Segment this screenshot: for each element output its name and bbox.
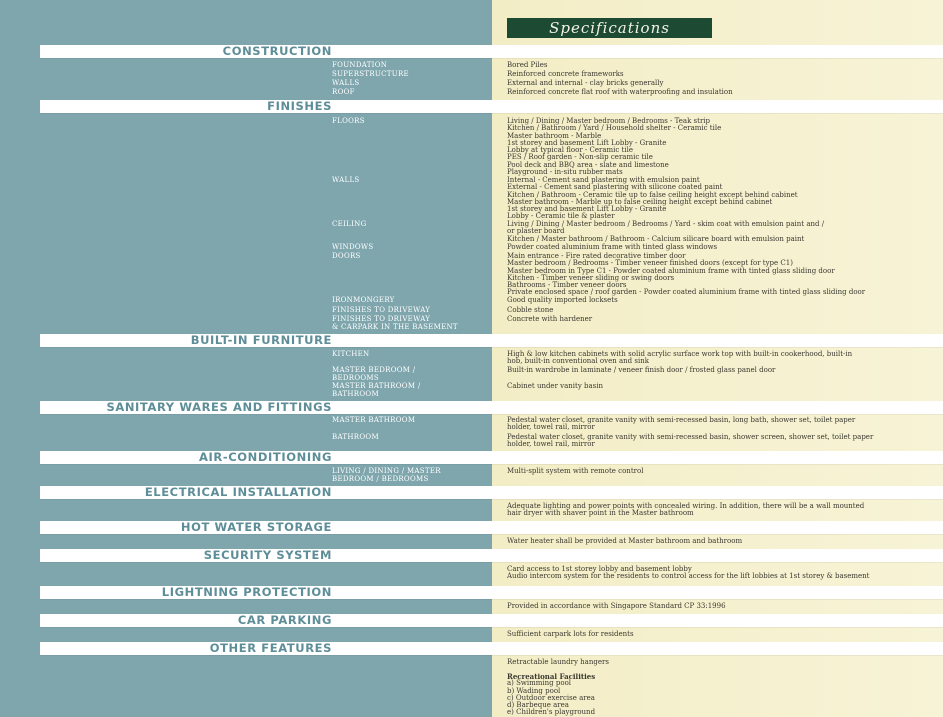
- spec-value-line: a) Swimming pool: [507, 679, 572, 688]
- spec-value-line: b) Wading pool: [507, 686, 561, 695]
- section-heading-electrical: ELECTRICAL INSTALLATION: [144, 485, 332, 499]
- spec-value-line: High & low kitchen cabinets with solid acrylic surface work top with built-in cookerhood, built-in: [507, 350, 853, 358]
- section-heading-security: SECURITY SYSTEM: [203, 548, 332, 562]
- spec-label: WALLS: [332, 79, 360, 87]
- spec-value-line: Built-in wardrobe in laminate / veneer finish door / frosted glass panel door: [507, 366, 776, 374]
- spec-value-line: Powder coated aluminium frame with tinted glass windows: [507, 243, 718, 251]
- spec-value-line: Kitchen / Bathroom - Ceramic tile up to false ceiling height except behind cabinet: [507, 190, 798, 199]
- spec-value-line: Pedestal water closet, granite vanity with semi-recessed basin, shower screen, shower set, toilet paper: [507, 433, 874, 441]
- spec-label: WINDOWS: [332, 243, 374, 251]
- spec-value-line: Lobby - Ceramic tile & plaster: [507, 212, 615, 221]
- spec-value-line: Good quality imported locksets: [507, 296, 618, 304]
- spec-value: [507, 118, 932, 176]
- spec-value-line: Kitchen / Master bathroom / Bathroom - Calcium silicare board with emulsion paint: [507, 234, 805, 243]
- spec-value-line: Adequate lighting and power points with concealed wiring. In addition, there will be a wall mounted: [507, 502, 865, 510]
- spec-value: [507, 62, 932, 69]
- section-heading-car-parking: CAR PARKING: [237, 613, 332, 627]
- spec-value-line: Card access to 1st storey lobby and basement lobby: [507, 565, 692, 573]
- spec-value: [507, 89, 932, 96]
- spec-value-line: 1st storey and basement Lift Lobby - Granite: [507, 138, 667, 147]
- section-heading-air-conditioning: AIR-CONDITIONING: [199, 450, 332, 464]
- spec-value-line: External - Cement sand plastering with silicone coated paint: [507, 183, 723, 192]
- section-heading-other: OTHER FEATURES: [209, 641, 332, 655]
- section-heading-sanitary: SANITARY WARES AND FITTINGS: [106, 400, 332, 414]
- spec-value-line: Master bathroom - Marble up to false ceiling height except behind cabinet: [507, 197, 773, 206]
- spec-value-line: Sufficient carpark lots for residents: [507, 630, 634, 638]
- spec-value-line: e) Children's playground: [507, 708, 596, 717]
- spec-value-line: hob, built-in conventional oven and sink: [507, 357, 649, 366]
- spec-value-line: Cobble stone: [507, 306, 554, 314]
- spec-value: [507, 221, 932, 243]
- spec-value: [507, 351, 932, 366]
- spec-value-line: Bored Piles: [507, 61, 548, 69]
- spec-value-line: 1st storey and basement Lift Lobby - Granite: [507, 205, 667, 214]
- spec-value-line: holder, towel rail, mirror: [507, 423, 595, 432]
- spec-value-line: hair dryer with shaver point in the Master bathroom: [507, 509, 694, 518]
- spec-value: [507, 383, 932, 390]
- page-title: Specifications: [507, 18, 712, 38]
- spec-value: [507, 367, 932, 374]
- spec-value-line: Lobby at typical floor - Ceramic tile: [507, 146, 633, 155]
- section-heading-built-in-furniture: BUILT-IN FURNITURE: [190, 333, 332, 347]
- spec-label: MASTER BATHROOM / BATHROOM: [332, 382, 421, 399]
- spec-value: [507, 566, 932, 581]
- spec-value: [507, 631, 932, 638]
- spec-value: [507, 434, 932, 449]
- spec-value-line: Living / Dining / Master bedroom / Bedrooms - Teak strip: [507, 117, 711, 125]
- spec-value-line: Retractable laundry hangers: [507, 658, 609, 666]
- spec-value-line: Private enclosed space / roof garden - Powder coated aluminium frame with tinted glass sliding door: [507, 288, 866, 297]
- spec-value: [507, 417, 932, 432]
- spec-value: [507, 307, 932, 314]
- spec-value-line: Master bedroom / Bedrooms - Timber veneer finished doors (except for type C1): [507, 259, 793, 268]
- spec-label: MASTER BATHROOM: [332, 416, 416, 424]
- spec-value-line: External and internal - clay bricks generally: [507, 79, 664, 87]
- spec-value: [507, 538, 932, 545]
- spec-value-line: Water heater shall be provided at Master bathroom and bathroom: [507, 537, 743, 545]
- spec-label: IRONMONGERY: [332, 296, 395, 304]
- section-heading-finishes: FINISHES: [267, 99, 332, 113]
- spec-label: FINISHES TO DRIVEWAY & CARPARK IN THE BASEMENT: [332, 315, 458, 332]
- spec-value-line: Multi-split system with remote control: [507, 467, 644, 475]
- spec-value: [507, 659, 932, 666]
- spec-value-line: Playground - in-situ rubber mats: [507, 168, 623, 177]
- spec-value-line: Pool deck and BBQ area - slate and limestone: [507, 160, 669, 169]
- spec-label: FOUNDATION: [332, 61, 388, 69]
- spec-value-line: Cabinet under vanity basin: [507, 382, 604, 390]
- spec-label: CEILING: [332, 220, 367, 228]
- spec-label: KITCHEN: [332, 350, 370, 358]
- spec-value-line: or plaster board: [507, 227, 565, 236]
- spec-value-line: Kitchen / Bathroom / Yard / Household shelter - Ceramic tile: [507, 124, 722, 133]
- spec-label: LIVING / DINING / MASTER BEDROOM / BEDROOMS: [332, 467, 441, 484]
- spec-value-line: Master bedroom in Type C1 - Powder coated aluminium frame with tinted glass sliding door: [507, 266, 835, 275]
- spec-value-line: holder, towel rail, mirror: [507, 440, 595, 449]
- section-heading-hot-water: HOT WATER STORAGE: [180, 520, 332, 534]
- spec-value: [507, 253, 932, 297]
- spec-value: [507, 503, 932, 518]
- spec-value-line: Provided in accordance with Singapore Standard CP 33:1996: [507, 602, 726, 610]
- spec-value-line: Main entrance - Fire rated decorative timber door: [507, 252, 686, 260]
- spec-value-line: Kitchen - Timber veneer sliding or swing doors: [507, 273, 675, 282]
- spec-value: [507, 468, 932, 475]
- spec-value: [507, 297, 932, 304]
- spec-value: [507, 80, 932, 87]
- spec-label: WALLS: [332, 176, 360, 184]
- spec-value: [507, 244, 932, 251]
- section-heading-lightning: LIGHTNING PROTECTION: [161, 585, 332, 599]
- spec-value-line: Bathrooms - Timber veneer doors: [507, 281, 627, 290]
- spec-value-line: PES / Roof garden - Non-slip ceramic tile: [507, 153, 653, 162]
- spec-value-line: Recreational Facilities: [507, 672, 596, 681]
- spec-value: [507, 71, 932, 78]
- spec-value-line: d) Barbeque area: [507, 701, 569, 710]
- spec-label: ROOF: [332, 88, 355, 96]
- spec-value-line: Pedestal water closet, granite vanity with semi-recessed basin, long bath, shower set, toilet paper: [507, 416, 856, 424]
- spec-value: [507, 177, 932, 221]
- spec-value-line: Concrete with hardener: [507, 315, 593, 323]
- spec-value: [507, 673, 932, 717]
- spec-label: FLOORS: [332, 117, 365, 125]
- spec-label: MASTER BEDROOM / BEDROOMS: [332, 366, 416, 383]
- section-heading-construction: CONSTRUCTION: [222, 44, 332, 58]
- spec-value-line: c) Outdoor exercise area: [507, 693, 595, 702]
- spec-label: SUPERSTRUCTURE: [332, 70, 409, 78]
- spec-label: BATHROOM: [332, 433, 379, 441]
- spec-value-line: Living / Dining / Master bedroom / Bedrooms / Yard - skim coat with emulsion paint and /: [507, 220, 825, 228]
- spec-value-line: Master bathroom - Marble: [507, 131, 602, 140]
- spec-value: [507, 316, 932, 323]
- spec-value-line: Reinforced concrete flat roof with waterproofing and insulation: [507, 88, 733, 96]
- spec-label: FINISHES TO DRIVEWAY: [332, 306, 431, 314]
- spec-value-line: Audio intercom system for the residents to control access for the lift lobbies at 1st storey & basement: [507, 572, 870, 581]
- spec-label: DOORS: [332, 252, 361, 260]
- spec-value-line: Reinforced concrete frameworks: [507, 70, 624, 78]
- spec-value: [507, 603, 932, 610]
- spec-value-line: Internal - Cement sand plastering with emulsion paint: [507, 176, 700, 184]
